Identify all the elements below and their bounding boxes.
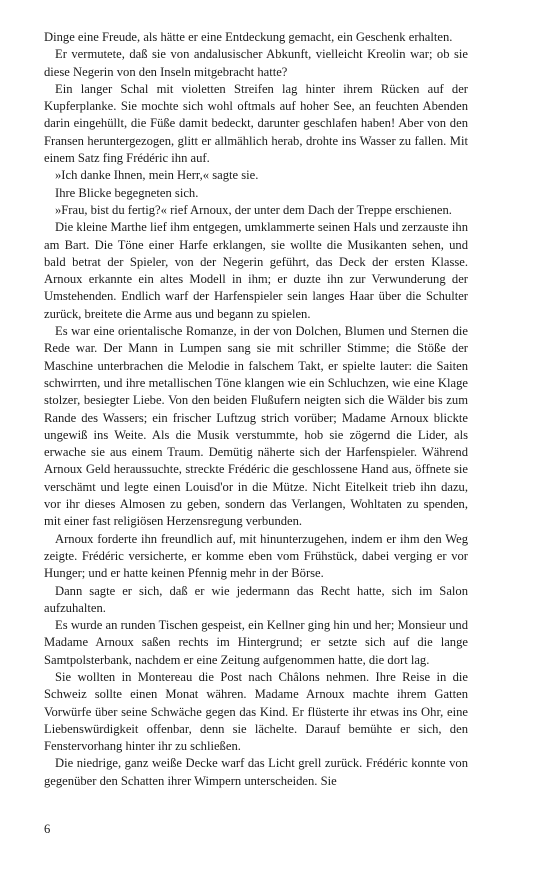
paragraph: Dann sagte er sich, daß er wie jedermann das Recht hatte, sich im Salon aufzuhalten. (44, 583, 468, 615)
page-number: 6 (44, 822, 51, 836)
paragraph: Dinge eine Freude, als hätte er eine Entdeckung gemacht, ein Geschenk erhalten. (44, 30, 453, 44)
paragraph: Es war eine orientalische Romanze, in der von Dolchen, Blumen und Sternen die Rede war. Der Mann in Lumpen sang sie mit schriller Stimme; die Stöße der Maschine unterbrachen die Melodie in falschem Takt, er spielte lauter: die Saiten schwirrten, und ihre metallischen Töne klangen wie ein Schluchzen, wie eine Klage stolzer, besiegter Liebe. Von den beiden Flußufern neigten sich die Wälder bis zum Rande des Wassers; ein frischer Luftzug strich vorüber; Madame Arnoux blickte ungewiß ins Weite. Als die Musik verstummte, hob sie zögernd die Lider, als erwache sie aus einem Traum. Demütig näherte sich der Harfenspieler. Während Arnoux Geld heraussuchte, streckte Frédéric die geschlossene Hand aus, öffnete sie verschämt und legte einen Louisd'or in die Mütze. Nicht Eitelkeit trieb ihn dazu, vor ihr dieses Almosen zu geben, sondern das Verlangen, Wohltaten zu spenden, mit einer fast religiösen Herzensregung verbunden. (44, 324, 468, 529)
paragraph: Arnoux forderte ihn freundlich auf, mit hinunterzugehen, indem er ihm den Weg zeigte. Frédéric versicherte, er komme eben vom Frühstück, dabei verging er vor Hunger; und er hatte keinen Pfennig mehr in der Börse. (44, 531, 468, 581)
paragraph: Ihre Blicke begegneten sich. (55, 185, 199, 200)
paragraph: Sie wollten in Montereau die Post nach Châlons nehmen. Ihre Reise in die Schweiz sollte einen Monat währen. Madame Arnoux machte ihrem Gatten Vorwürfe über seine Schwäche gegen das Kind. Er flüsterte ihr etwas ins Ohr, eine Liebenswürdigkeit offenbar, denn sie lächelte. Darauf bemühte er sich, den Fenstervorhang hinter ihr zu schließen. (44, 669, 468, 754)
paragraph: Es wurde an runden Tischen gespeist, ein Kellner ging hin und her; Monsieur und Madame Arnoux saßen rechts im Hintergrund; er setzte sich auf die lange Samtpolsterbank, nachdem er eine Zeitung aufgenommen hatte, die dort lag. (44, 618, 468, 667)
paragraph: Er vermutete, daß sie von andalusischer Abkunft, vielleicht Kreolin war; ob sie diese Negerin von den Inseln mitgebracht hatte? (44, 47, 468, 79)
paragraph: Ein langer Schal mit violetten Streifen lag hinter ihrem Rücken auf der Kupferplanke. Sie mochte sich wohl oftmals auf hoher See, an feuchten Abenden darin eingehüllt, die Füße damit bedeckt, darunter geschlafen haben! Aber von den Fransen heruntergezogen, glitt er allmählich herab, drohte ins Wasser zu fallen. Mit einem Satz fing Frédéric ihn auf. (44, 81, 468, 166)
body-text (44, 29, 468, 790)
paragraph: »Frau, bist du fertig?« rief Arnoux, der unter dem Dach der Treppe erschienen. (55, 202, 452, 217)
paragraph: Die niedrige, ganz weiße Decke warf das Licht grell zurück. Frédéric konnte von gegenüber den Schatten ihrer Wimpern unterscheiden. Sie (44, 756, 468, 788)
paragraph: Die kleine Marthe lief ihm entgegen, umklammerte seinen Hals und zerzauste ihn am Bart. Die Töne einer Harfe erklangen, sie wollte die Musikanten sehen, und bald betrat der Spieler, von der Negerin geführt, das Deck der ersten Klasse. Arnoux erkannte ein altes Modell in ihm; er duzte ihn zur Verwunderung der Umstehenden. Endlich warf der Harfenspieler sein langes Haar über die Schulter zurück, breitete die Arme aus und begann zu spielen. (44, 220, 468, 321)
paragraph: »Ich danke Ihnen, mein Herr,« sagte sie. (55, 168, 259, 183)
